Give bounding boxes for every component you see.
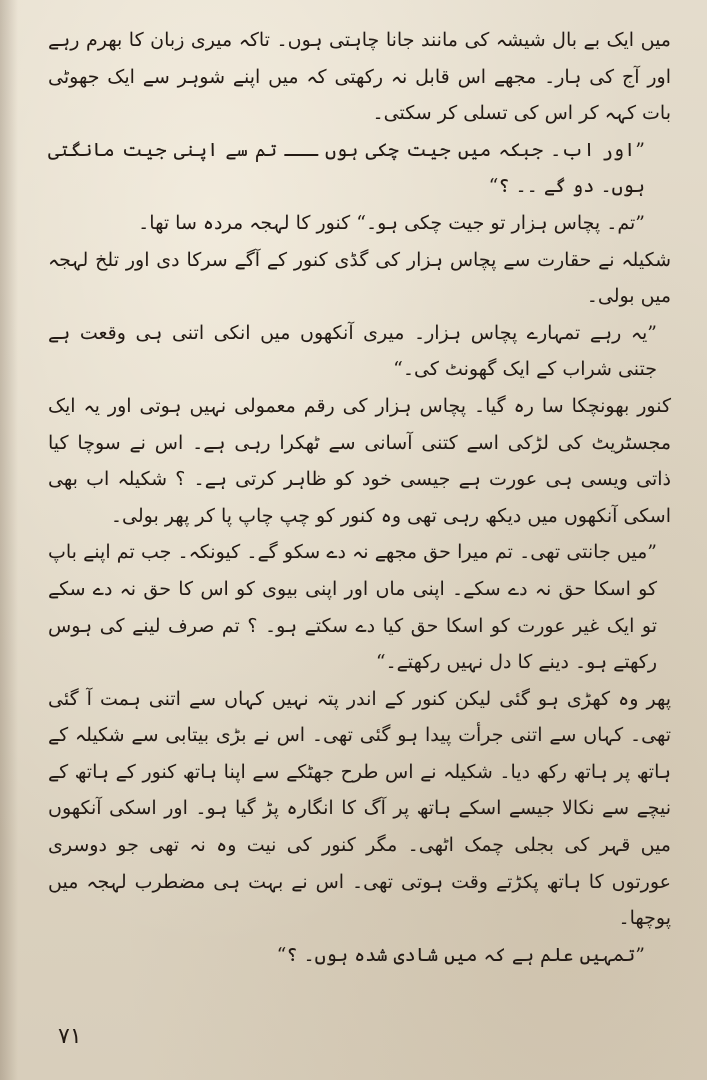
page-body-text bbox=[48, 22, 671, 973]
paragraph-9: ”تمہیں علم ہے کہ میں شادی شدہ ہوں۔ ؟“ bbox=[276, 943, 645, 966]
page-number: ۷۱ bbox=[58, 1024, 82, 1049]
paragraph-7: ”میں جانتی تھی۔ تم میرا حق مجھے نہ دے سکو گے۔ کیونکہ۔ جب تم اپنے باپ کو اسکا حق نہ دے سکے۔ اپنی ماں اور اپنی بیوی کو اس کا حق نہ دے سکے تو ایک غیر عورت کو اسکا حق کیا دے سکتے ہو۔ ؟ تم صرف لینے کی ہوس رکھتے ہو۔ دینے کا دل نہیں رکھتے۔“ bbox=[48, 541, 657, 674]
paragraph-8: پھر وہ کھڑی ہو گئی لیکن کنور کے اندر پتہ نہیں کہاں سے اتنی ہمت آ گئی تھی۔ کہاں سے اتنی جرأت پیدا ہو گئی تھی۔ اس نے بڑی بیتابی سے شکیلہ کے ہاتھ پر ہاتھ رکھ دیا۔ شکیلہ نے اس طرح جھٹکے سے اپنا ہاتھ کنور کے ہاتھ کے نیچے سے نکالا جیسے اسکے ہاتھ پر آگ کا انگارہ پڑ گیا ہو۔ اور اسکی آنکھوں میں قہر کی بجلی چمک اٹھی۔ مگر کنور کی نیت وہ نہ تھی جو دوسری عورتوں کا ہاتھ پکڑتے وقت ہوتی تھی۔ اس نے بہت ہی مضطرب لہجہ میں پوچھا۔ bbox=[48, 687, 672, 930]
paragraph-6: کنور بھونچکا سا رہ گیا۔ پچاس ہزار کی رقم معمولی نہیں ہوتی اور یہ ایک مجسٹریٹ کی لڑکی اسے کتنی آسانی سے ٹھکرا رہی ہے۔ اس نے سوچا کیا ذاتی ویسی ہی عورت ہے جیسی خود کو ظاہر کرتی ہے۔ ؟ شکیلہ اب بھی اسکی آنکھوں میں دیکھ رہی تھی وہ کنور کو چپ چاپ پا کر پھر بولی۔ bbox=[48, 394, 671, 527]
paragraph-4: شکیلہ نے حقارت سے پچاس ہزار کی گڈی کنور کے آگے سرکا دی اور تلخ لہجہ میں بولی۔ bbox=[48, 248, 671, 308]
page-edge-shadow bbox=[0, 0, 18, 1080]
paragraph-3: ”تم۔ پچاس ہزار تو جیت چکی ہو۔“ کنور کا لہجہ مردہ سا تھا۔ bbox=[138, 211, 645, 234]
paragraph-5: ”یہ رہے تمہارے پچاس ہزار۔ میری آنکھوں میں انکی اتنی ہی وقعت ہے جتنی شراب کے ایک گھونٹ کی۔“ bbox=[48, 321, 657, 381]
paragraph-2: ”اور اب۔ جبکہ میں جیت چکی ہوں ـــ تم سے اپنی جیت مانگتی ہوں۔ دو گے ۔۔ ؟“ bbox=[48, 138, 645, 198]
paragraph-1: میں ایک بے بال شیشہ کی مانند جانا چاہتی ہوں۔ تاکہ میری زبان کا بھرم رہے اور آج کی ہار۔ مجھے اس قابل نہ رکھتی کہ میں اپنے شوہر سے ایک جھوٹی بات کہہ کر اس کی تسلی کر سکتی۔ bbox=[48, 29, 671, 125]
